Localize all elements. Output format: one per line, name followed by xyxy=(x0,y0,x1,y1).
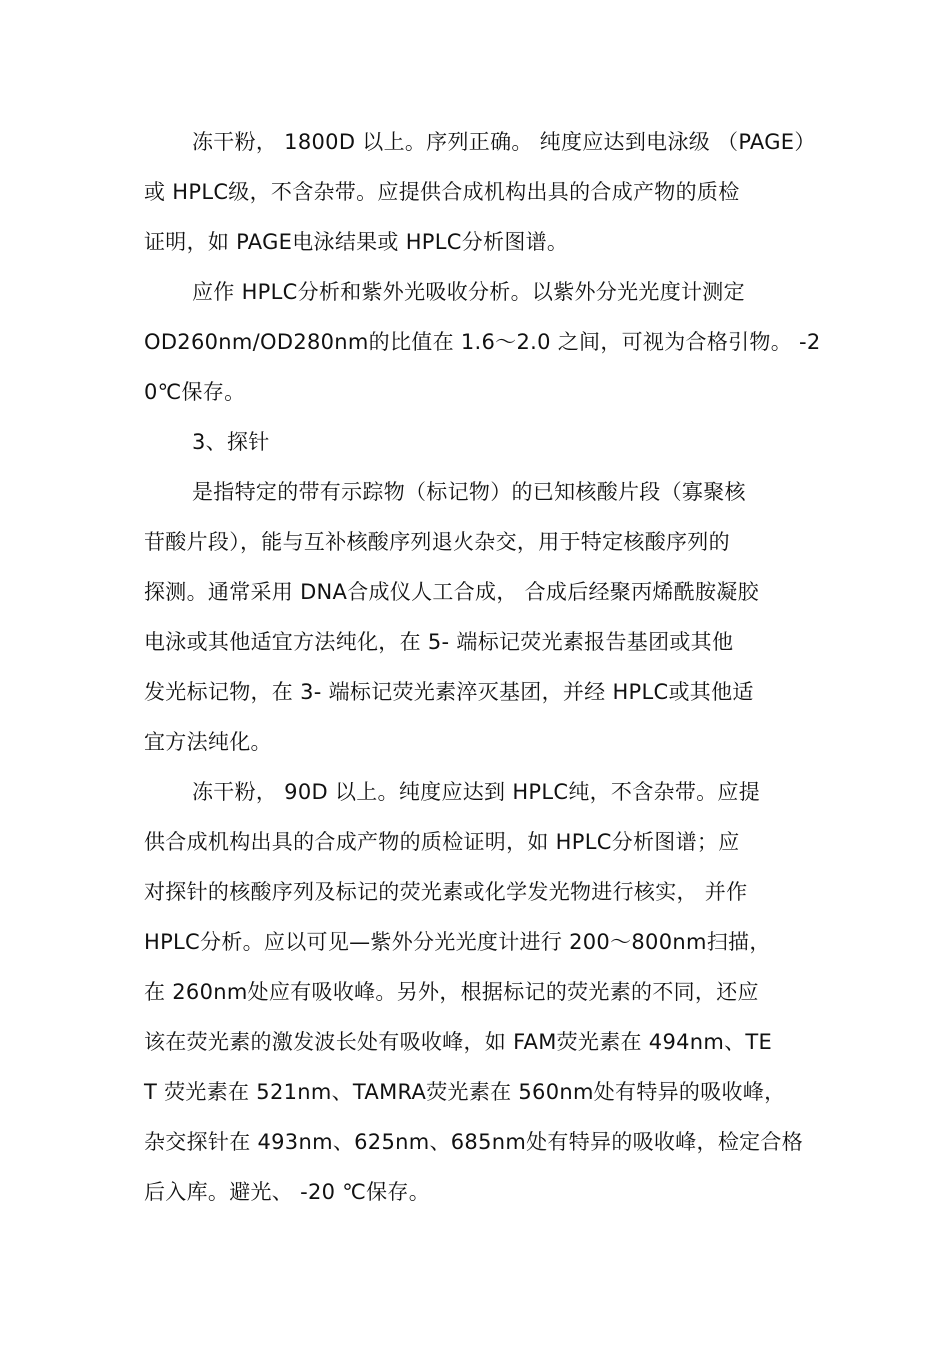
paragraph-line: 电泳或其他适宜方法纯化，在 5- 端标记荧光素报告基团或其他 xyxy=(144,630,734,654)
paragraph-line: 是指特定的带有示踪物（标记物）的已知核酸片段（寡聚核 xyxy=(192,480,746,504)
paragraph-line: 探测。通常采用 DNA合成仪人工合成， 合成后经聚丙烯酰胺凝胶 xyxy=(144,580,759,604)
section-heading: 3、探针 xyxy=(192,430,270,454)
paragraph-line: 在 260nm处应有吸收峰。另外，根据标记的荧光素的不同，还应 xyxy=(144,980,759,1004)
paragraph-line: 苷酸片段），能与互补核酸序列退火杂交，用于特定核酸序列的 xyxy=(144,530,730,554)
paragraph-line: 供合成机构出具的合成产物的质检证明，如 HPLC分析图谱；应 xyxy=(144,830,740,854)
paragraph-line: 证明，如 PAGE电泳结果或 HPLC分析图谱。 xyxy=(144,230,569,254)
paragraph-line: 冻干粉， 90D 以上。纯度应达到 HPLC纯，不含杂带。应提 xyxy=(192,780,761,804)
paragraph-line: HPLC分析。应以可见—紫外分光光度计进行 200～800nm扫描， xyxy=(144,930,771,954)
paragraph-line: T 荧光素在 521nm、TAMRA荧光素在 560nm处有特异的吸收峰， xyxy=(144,1080,786,1104)
paragraph-line: 应作 HPLC分析和紫外光吸收分析。以紫外分光光度计测定 xyxy=(192,280,745,304)
paragraph-line: OD260nm/OD280nm的比值在 1.6～2.0 之间，可视为合格引物。 -2 xyxy=(144,330,821,354)
paragraph-line: 对探针的核酸序列及标记的荧光素或化学发光物进行核实， 并作 xyxy=(144,880,748,904)
paragraph-line: 后入库。避光、 -20 ℃保存。 xyxy=(144,1180,431,1204)
paragraph-line: 杂交探针在 493nm、625nm、685nm处有特异的吸收峰，检定合格 xyxy=(144,1130,804,1154)
paragraph-line: 发光标记物，在 3- 端标记荧光素淬灭基团，并经 HPLC或其他适 xyxy=(144,680,754,704)
paragraph-line: 0℃保存。 xyxy=(144,380,246,404)
paragraph-line: 冻干粉， 1800D 以上。序列正确。 纯度应达到电泳级 （PAGE） xyxy=(192,130,816,154)
paragraph-line: 或 HPLC级，不含杂带。应提供合成机构出具的合成产物的质检 xyxy=(144,180,740,204)
paragraph-line: 宜方法纯化。 xyxy=(144,730,272,754)
paragraph-line: 该在荧光素的激发波长处有吸收峰，如 FAM荧光素在 494nm、TE xyxy=(144,1030,773,1054)
